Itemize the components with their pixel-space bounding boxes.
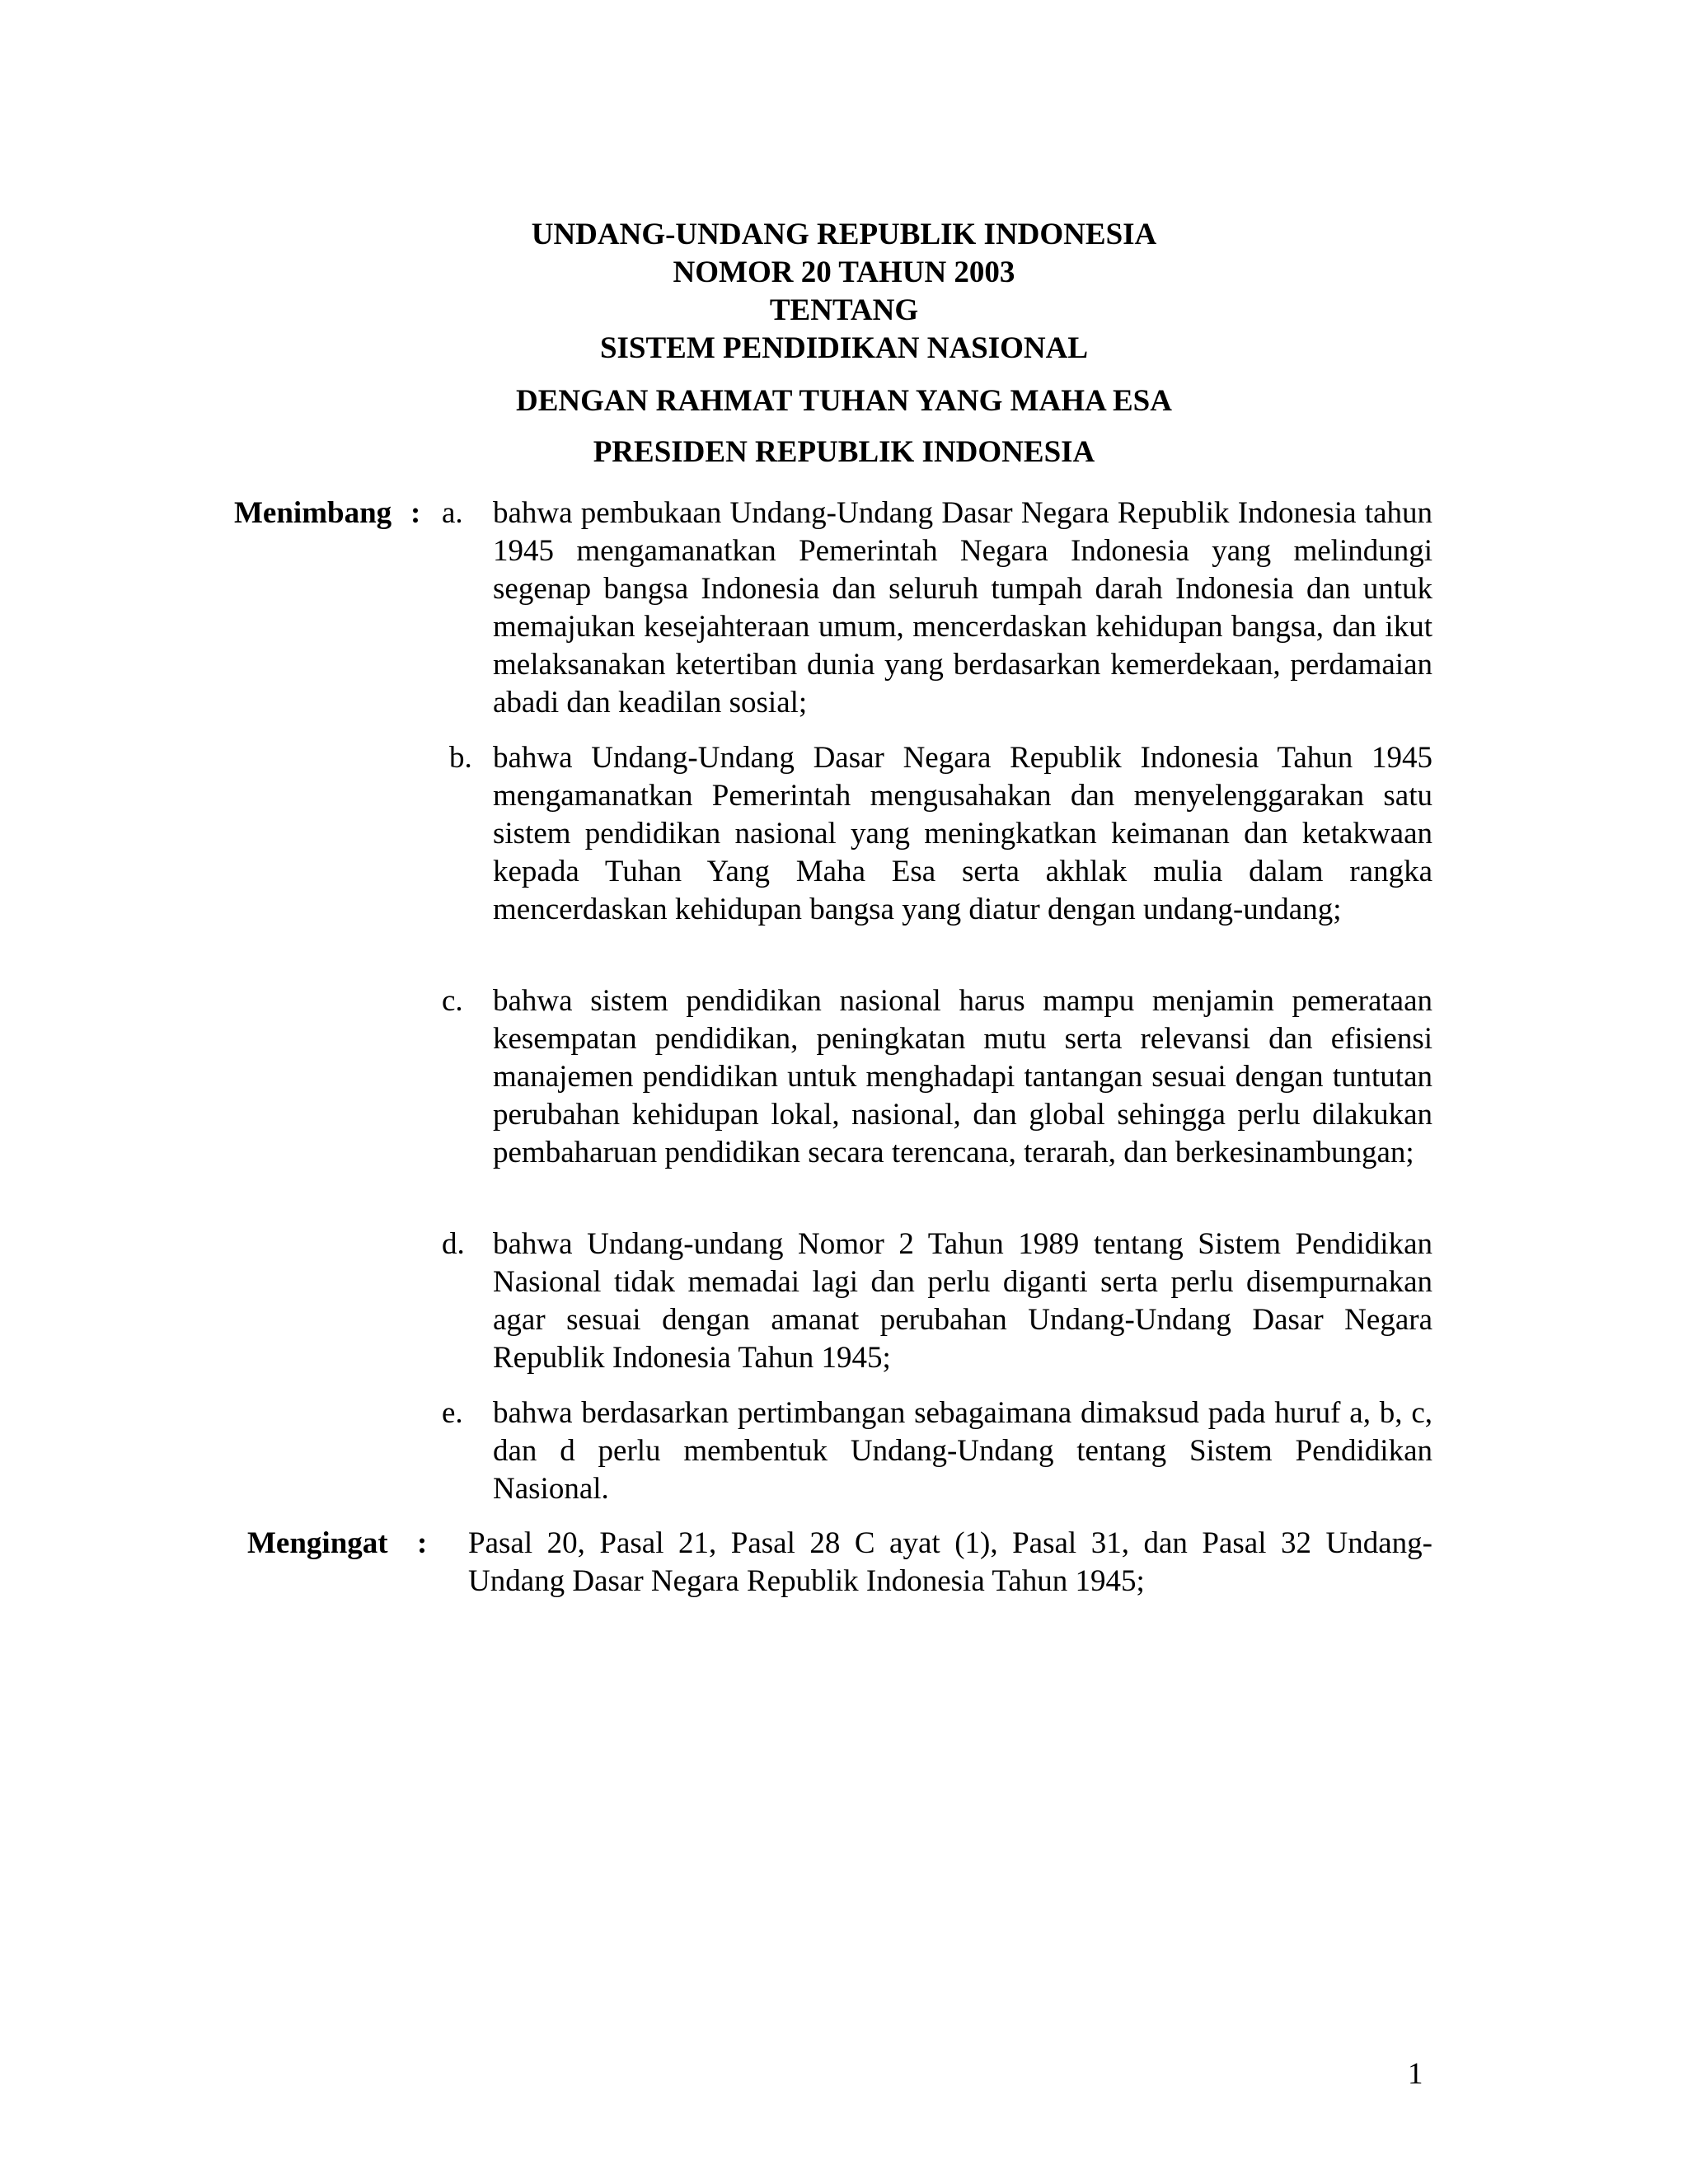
item-c-letter: c. bbox=[442, 984, 463, 1018]
item-a-letter: a. bbox=[442, 496, 463, 530]
item-e-text: bahwa berdasarkan pertimbangan sebagaimana dimaksud pada huruf a, b, c, dan d perlu membentuk Undang-Undang tentang Sistem Pendidikan Nasional. bbox=[493, 1396, 1432, 1506]
item-e-letter: e. bbox=[442, 1396, 463, 1430]
item-c-text: bahwa sistem pendidikan nasional harus mampu menjamin pemerataan kesempatan pendidikan, peningkatan mutu serta relevansi dan efisiensi manajemen pendidikan untuk menghadapi tantangan sesuai dengan tuntutan perubahan kehidupan lokal, nasional, dan global sehingga perlu dilakukan pembaharuan pendidikan secara terencana, terarah, dan berkesinambungan; bbox=[493, 984, 1432, 1169]
menimbang-colon: : bbox=[410, 496, 421, 530]
mengingat-label: Mengingat bbox=[247, 1526, 388, 1560]
document-title-line-4: SISTEM PENDIDIKAN NASIONAL bbox=[599, 331, 1089, 365]
document-header bbox=[0, 216, 1688, 471]
menimbang-label: Menimbang bbox=[234, 496, 392, 530]
document-title-line-2: NOMOR 20 TAHUN 2003 bbox=[673, 255, 1015, 289]
item-b-text: bahwa Undang-Undang Dasar Negara Republik Indonesia Tahun 1945 mengamanatkan Pemerintah mengusahakan dan menyelenggarakan satu sistem pendidikan nasional yang meningkatkan keimanan dan ketakwaan kepada Tuhan Yang Maha Esa serta akhlak mulia dalam rangka mencerdaskan kehidupan bangsa yang diatur dengan undang-undang; bbox=[493, 741, 1432, 926]
item-a-text: bahwa pembukaan Undang-Undang Dasar Negara Republik Indonesia tahun 1945 mengamanatkan Pemerintah Negara Indonesia yang melindungi segenap bangsa Indonesia dan seluruh tumpah darah Indonesia dan untuk memajukan kesejahteraan umum, mencerdaskan kehidupan bangsa, dan ikut melaksanakan ketertiban dunia yang berdasarkan kemerdekaan, perdamaian abadi dan keadilan sosial; bbox=[493, 496, 1432, 719]
page-number: 1 bbox=[1408, 2057, 1423, 2091]
mengingat-text: Pasal 20, Pasal 21, Pasal 28 C ayat (1), Pasal 31, dan Pasal 32 Undang-Undang Dasar Negara Republik Indonesia Tahun 1945; bbox=[468, 1526, 1432, 1598]
document-title-line-1: UNDANG-UNDANG REPUBLIK INDONESIA bbox=[531, 218, 1157, 251]
authority-heading: PRESIDEN REPUBLIK INDONESIA bbox=[593, 435, 1095, 469]
invocation-heading: DENGAN RAHMAT TUHAN YANG MAHA ESA bbox=[516, 384, 1172, 418]
document-title-line-3: TENTANG bbox=[769, 293, 919, 327]
item-d-letter: d. bbox=[442, 1227, 465, 1261]
item-b-letter: b. bbox=[449, 741, 472, 775]
item-d-text: bahwa Undang-undang Nomor 2 Tahun 1989 tentang Sistem Pendidikan Nasional tidak memadai lagi dan perlu diganti serta perlu disempurnakan agar sesuai dengan amanat perubahan Undang-Undang Dasar Negara Republik Indonesia Tahun 1945; bbox=[493, 1227, 1432, 1375]
mengingat-colon: : bbox=[417, 1526, 428, 1560]
